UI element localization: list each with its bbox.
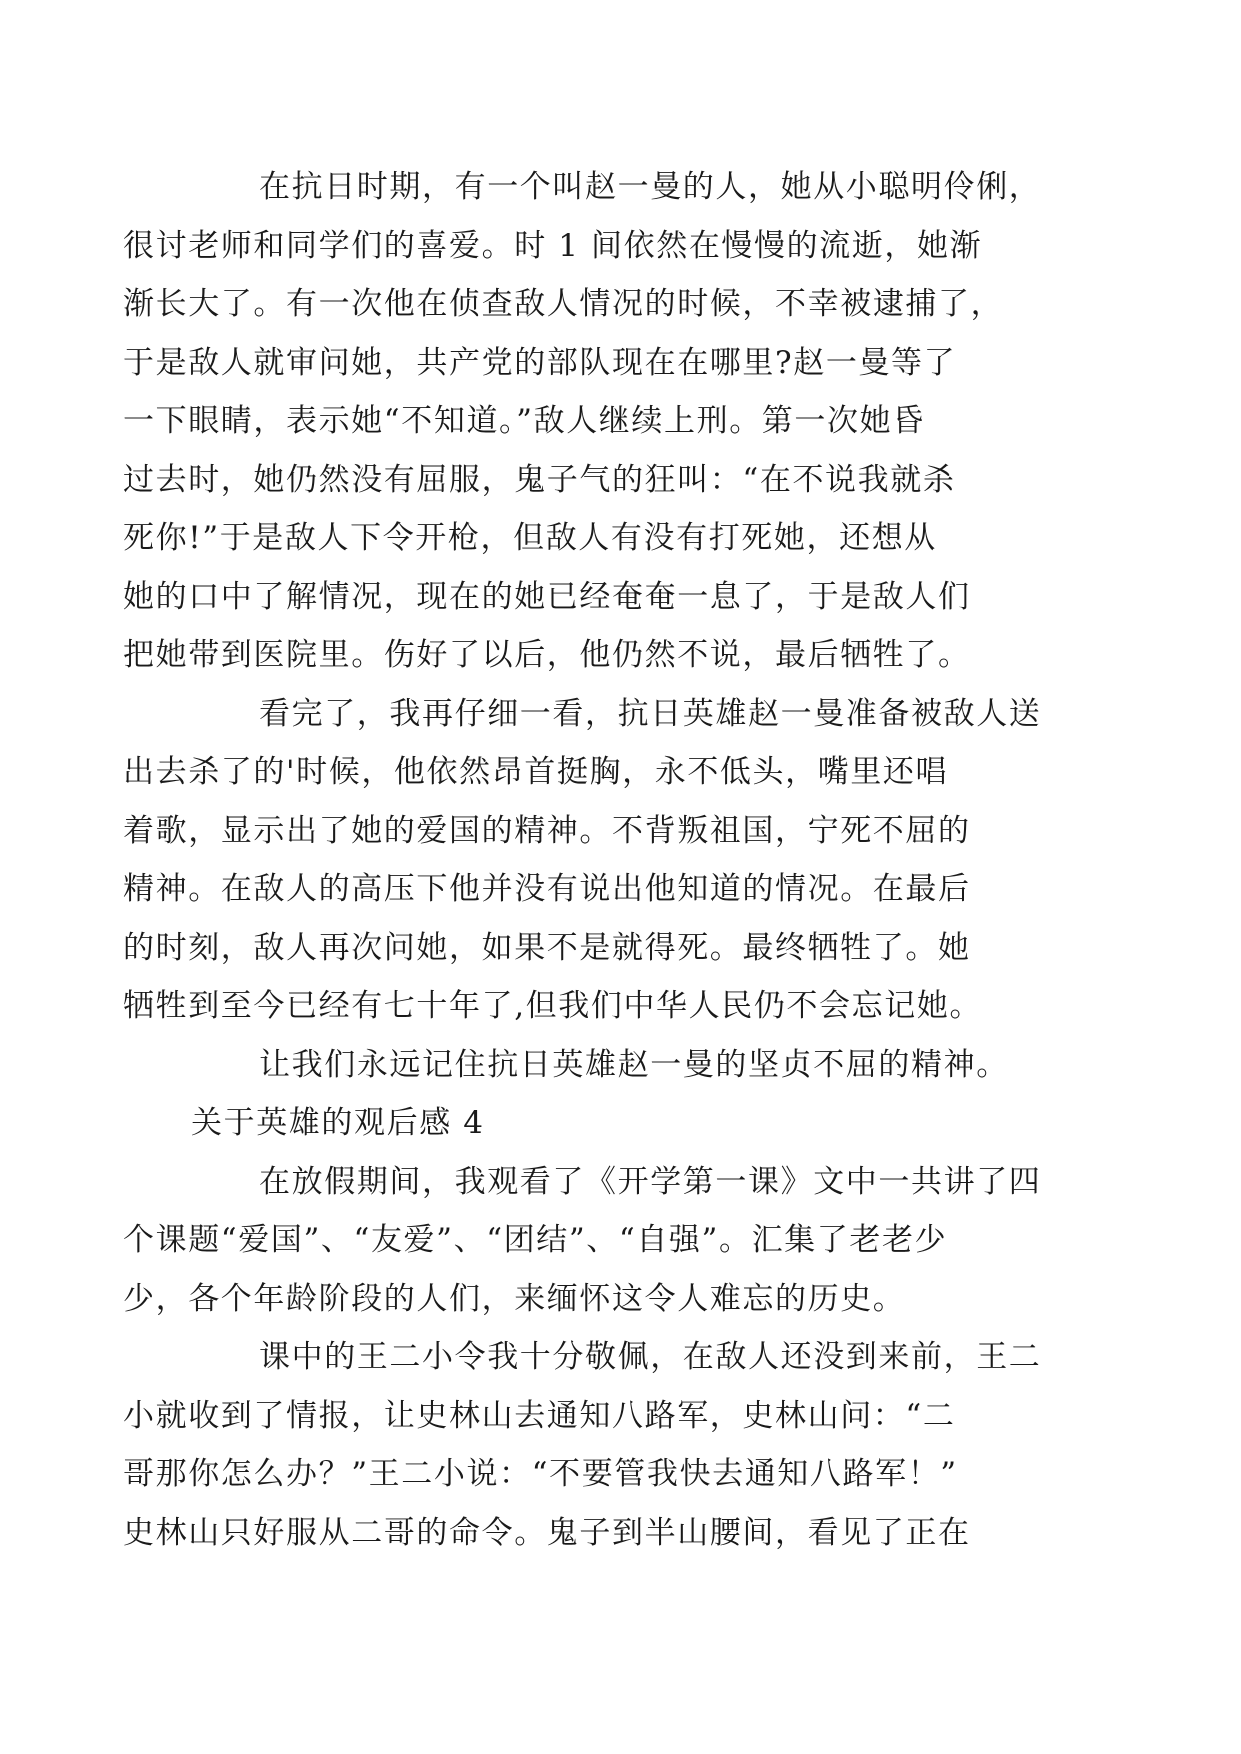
text-line: 在抗日时期，有一个叫赵一曼的人，她从小聪明伶俐，	[259, 169, 1042, 205]
text-line: 一下眼睛，表示她“不知道。”敌人继续上刑。第一次她昏	[123, 403, 925, 439]
text-line: 于是敌人就审问她，共产党的部队现在在哪里?赵一曼等了	[123, 344, 957, 381]
paragraph-zhao-yiman-story	[123, 158, 1071, 685]
text-line: 把她带到医院里。伤好了以后，他仍然不说，最后牺牲了。	[123, 637, 971, 673]
text-line: 的时刻，敌人再次问她，如果不是就得死。最终牺牲了。她	[123, 929, 971, 966]
text-line: 死你!”于是敌人下令开枪，但敌人有没有打死她，还想从	[123, 520, 937, 556]
text-line: 少，各个年龄阶段的人们，来缅怀这令人难忘的历史。	[123, 1280, 906, 1317]
text-line: 看完了，我再仔细一看，抗日英雄赵一曼准备被敌人送	[259, 695, 1042, 732]
text-line: 让我们永远记住抗日英雄赵一曼的坚贞不屈的精神。	[259, 1046, 1009, 1083]
text-line: 牺牲到至今已经有七十年了,但我们中华人民仍不会忘记她。	[123, 988, 983, 1024]
text-line: 在放假期间，我观看了《开学第一课》文中一共讲了四	[259, 1163, 1042, 1200]
heading-text: 关于英雄的观后感 4	[191, 1105, 485, 1141]
text-line: 渐长大了。有一次他在侦查敌人情况的时候，不幸被逮捕了，	[123, 286, 1004, 322]
text-line: 史林山只好服从二哥的命令。鬼子到半山腰间，看见了正在	[123, 1514, 971, 1551]
text-line: 小就收到了情报，让史林山去通知八路军，史林山问：“二	[123, 1397, 956, 1434]
paragraph-wang-erxiao	[123, 1328, 1071, 1562]
paragraph-first-lesson	[123, 1153, 1071, 1329]
text-line: 过去时，她仍然没有屈服，鬼子气的狂叫：“在不说我就杀	[123, 461, 956, 498]
text-line: 哥那你怎么办？”王二小说：“不要管我快去通知八路军！”	[123, 1456, 958, 1492]
text-line: 课中的王二小令我十分敬佩，在敌人还没到来前，王二	[259, 1339, 1042, 1375]
text-line: 她的口中了解情况，现在的她已经奄奄一息了，于是敌人们	[123, 578, 971, 615]
section-heading	[191, 1094, 1071, 1153]
text-line: 很讨老师和同学们的喜爱。时 1 间依然在慢慢的流逝，她渐	[123, 227, 983, 264]
text-line: 个课题“爱国”、“友爱”、“团结”、“自强”。汇集了老老少	[123, 1222, 948, 1258]
paragraph-reflection	[123, 685, 1071, 1036]
text-line: 精神。在敌人的高压下他并没有说出他知道的情况。在最后	[123, 871, 971, 907]
paragraph-conclusion	[191, 1036, 1071, 1095]
document-body	[123, 158, 1071, 1562]
text-line: 着歌，显示出了她的爱国的精神。不背叛祖国，宁死不屈的	[123, 812, 971, 849]
text-line: 出去杀了的'时候，他依然昂首挺胸，永不低头，嘴里还唱	[123, 754, 949, 790]
